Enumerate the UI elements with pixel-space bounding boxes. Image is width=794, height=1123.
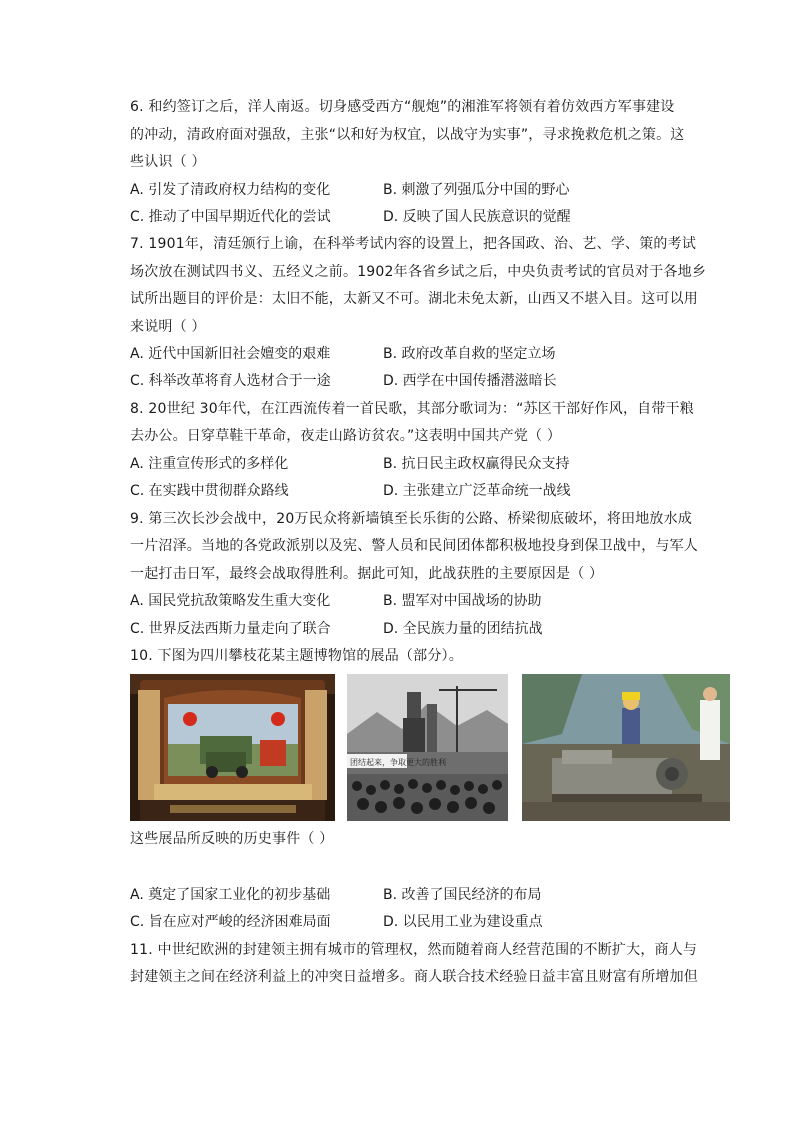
q10-option-a: A. 奠定了国家工业化的初步基础 bbox=[130, 887, 331, 903]
workshop-diorama-photo bbox=[522, 674, 730, 821]
q10-intro: 10. 下图为四川攀枝花某主题博物馆的展品（部分）。 bbox=[130, 648, 463, 664]
q6-option-c: C. 推动了中国早期近代化的尝试 bbox=[130, 209, 331, 225]
q6-line-3: 些认识（ ） bbox=[130, 154, 206, 170]
q9-line-1: 9. 第三次长沙会战中，20万民众将新墙镇至长乐街的公路、桥梁彻底破坏，将田地放水成 bbox=[130, 511, 693, 527]
q9-option-d: D. 全民族力量的团结抗战 bbox=[383, 621, 543, 637]
q7-option-a: A. 近代中国新旧社会嬗变的艰难 bbox=[130, 346, 331, 362]
q8-option-c: C. 在实践中贯彻群众路线 bbox=[130, 483, 289, 499]
q10-option-d: D. 以民用工业为建设重点 bbox=[383, 914, 543, 930]
q11-line-2: 封建领主之间在经济利益上的冲突日益增多。商人联合技术经验日益丰富且财富有所增加但 bbox=[130, 969, 698, 985]
q10-option-c: C. 旨在应对严峻的经济困难局面 bbox=[130, 914, 331, 930]
q10-option-b: B. 改善了国民经济的布局 bbox=[383, 887, 542, 903]
q10-stem: 这些展品所反映的历史事件（ ） bbox=[130, 831, 334, 847]
q9-line-3: 一起打击日军，最终会战取得胜利。据此可知，此战获胜的主要原因是（ ） bbox=[130, 566, 604, 582]
q7-line-3: 试所出题目的评价是：太旧不能，太新又不可。湖北未免太新，山西又不堪入目。这可以用 bbox=[130, 291, 698, 307]
q8-option-b: B. 抗日民主政权赢得民众支持 bbox=[383, 456, 570, 472]
photo-banner-text: 团结起来，争取更大的胜利 bbox=[350, 758, 446, 767]
q7-option-b: B. 政府改革自救的坚定立场 bbox=[383, 346, 556, 362]
q6-option-a: A. 引发了清政府权力结构的变化 bbox=[130, 182, 331, 198]
q9-option-c: C. 世界反法西斯力量走向了联合 bbox=[130, 621, 331, 637]
q7-line-2: 场次放在测试四书义、五经义之前。1902年各省乡试之后，中央负责考试的官员对于各地乡 bbox=[130, 264, 707, 280]
q9-option-b: B. 盟军对中国战场的协助 bbox=[383, 593, 542, 609]
q7-option-d: D. 西学在中国传播潜滋暗长 bbox=[383, 373, 557, 389]
q9-line-2: 一片沼泽。当地的各党政派别以及宪、警人员和民间团体都积极地投身到保卫战中，与军人 bbox=[130, 538, 698, 554]
q7-option-c: C. 科举改革将育人选材合于一途 bbox=[130, 373, 331, 389]
q8-line-2: 去办公。日穿草鞋干革命，夜走山路访贫农。”这表明中国共产党（ ） bbox=[130, 428, 562, 444]
q8-line-1: 8. 20世纪 30年代，在江西流传着一首民歌，其部分歌词为：“苏区干部好作风，自带干粮 bbox=[130, 401, 694, 417]
q8-option-d: D. 主张建立广泛革命统一战线 bbox=[383, 483, 571, 499]
q6-line-2: 的冲动，清政府面对强敌，主张“以和好为权宜，以战守为实事”，寻求挽救危机之策。这 bbox=[130, 127, 685, 143]
q9-option-a: A. 国民党抗敌策略发生重大变化 bbox=[130, 593, 331, 609]
museum-stage-photo bbox=[130, 674, 335, 821]
q6-option-d: D. 反映了国人民族意识的觉醒 bbox=[383, 209, 571, 225]
q6-option-b: B. 刺激了列强瓜分中国的野心 bbox=[383, 182, 570, 198]
q11-line-1: 11. 中世纪欧洲的封建领主拥有城市的管理权，然而随着商人经营范围的不断扩大，商人与 bbox=[130, 942, 698, 958]
q8-option-a: A. 注重宣传形式的多样化 bbox=[130, 456, 289, 472]
q7-line-4: 来说明（ ） bbox=[130, 319, 206, 335]
q7-line-1: 7. 1901年，清廷颁行上谕，在科举考试内容的设置上，把各国政、治、艺、学、策的考试 bbox=[130, 236, 697, 252]
steel-plant-photo bbox=[347, 674, 508, 821]
q6-line-1: 6. 和约签订之后，洋人南返。切身感受西方“舰炮”的湘淮军将领有着仿效西方军事建设 bbox=[130, 99, 675, 115]
